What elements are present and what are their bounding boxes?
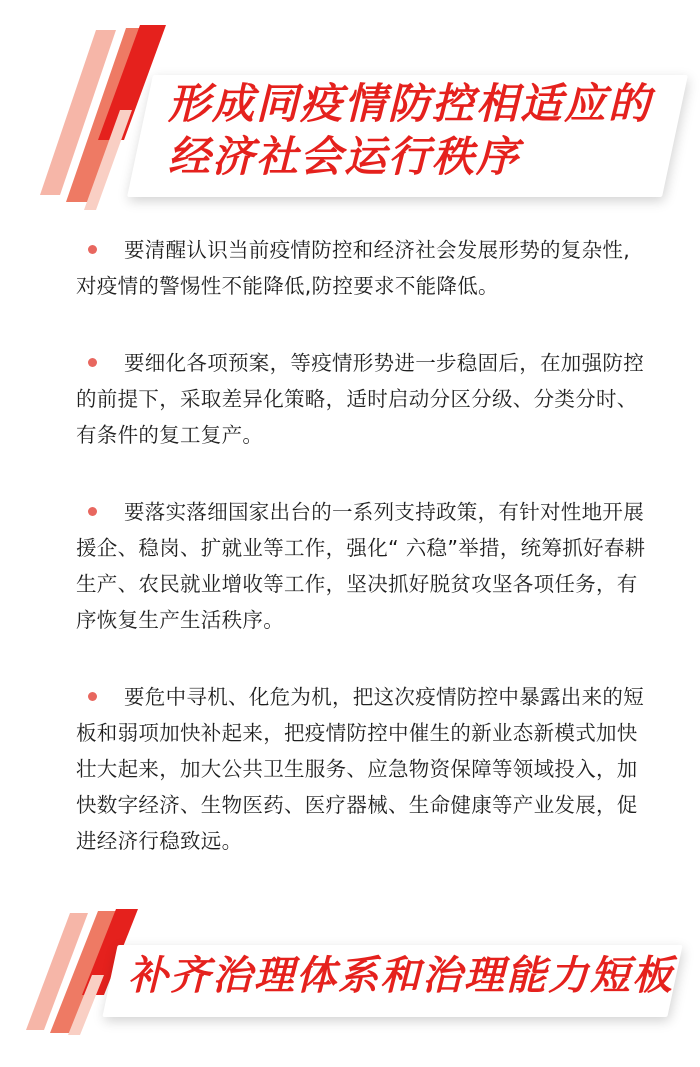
section-header-2 bbox=[0, 905, 700, 1035]
section-header-1 bbox=[0, 20, 700, 210]
section-title-1-line2: 经济社会运行秩序 bbox=[168, 131, 521, 181]
bullet-text-3: 要落实落细国家出台的一系列支持政策，有针对性地开展援企、稳岗、扩就业等工作，强化“ 六稳”举措，统筹抓好春耕生产、农民就业增收等工作，坚决抓好脱贫攻坚各项任务，有序恢复生产生活秩序。 bbox=[76, 500, 646, 632]
section-title-2: 补齐治理体系和治理能力短板 bbox=[128, 953, 674, 999]
bullet-list bbox=[76, 232, 646, 900]
bullet-item-3 bbox=[76, 494, 646, 638]
bullet-dot-icon bbox=[88, 358, 97, 367]
section-title-1 bbox=[168, 78, 668, 183]
bullet-dot-icon bbox=[88, 245, 97, 254]
bullet-dot-icon bbox=[88, 507, 97, 516]
bullet-text-1: 要清醒认识当前疫情防控和经济社会发展形势的复杂性,对疫情的警惕性不能降低,防控要求不能降低。 bbox=[76, 238, 631, 298]
bullet-item-2 bbox=[76, 345, 646, 453]
bullet-text-4: 要危中寻机、化危为机，把这次疫情防控中暴露出来的短板和弱项加快补起来，把疫情防控中催生的新业态新模式加快壮大起来，加大公共卫生服务、应急物资保障等领域投入，加快数字经济、生物医药、医疗器械、生命健康等产业发展，促进经济行稳致远。 bbox=[76, 685, 644, 853]
bullet-item-4 bbox=[76, 679, 646, 859]
section-title-1-line1: 形成同疫情防控相适应的 bbox=[168, 79, 653, 128]
bullet-dot-icon bbox=[88, 692, 97, 701]
bullet-item-1 bbox=[76, 232, 646, 304]
bullet-text-2: 要细化各项预案，等疫情形势进一步稳固后，在加强防控的前提下，采取差异化策略，适时启动分区分级、分类分时、有条件的复工复产。 bbox=[76, 351, 644, 447]
